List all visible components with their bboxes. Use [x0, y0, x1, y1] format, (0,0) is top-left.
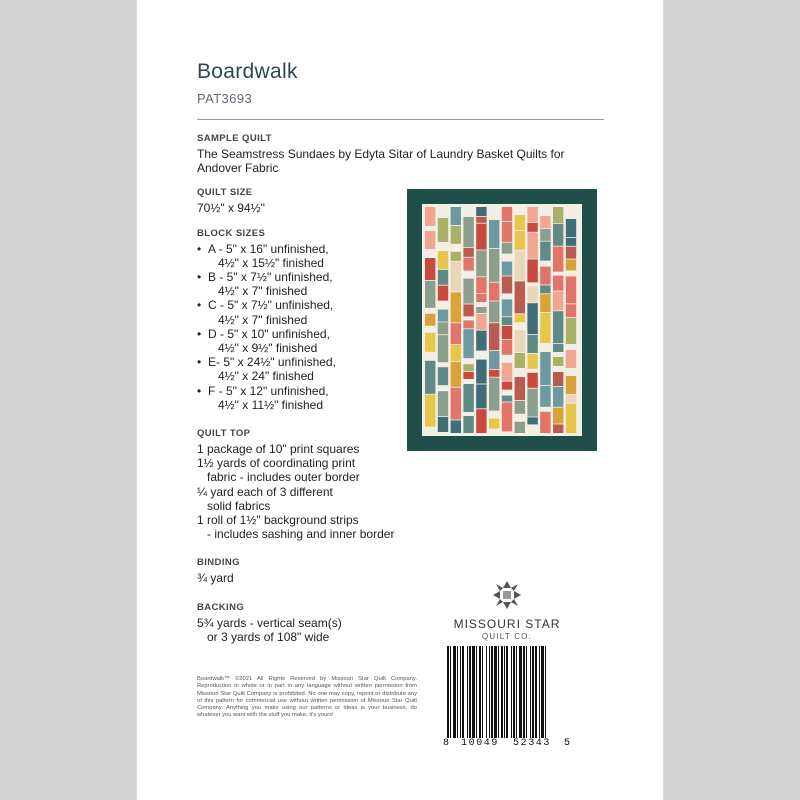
- barcode-bar: [486, 646, 487, 738]
- quilt-strip: [502, 382, 512, 390]
- quilt-strip: [566, 276, 576, 303]
- quilt-strip: [502, 317, 512, 325]
- barcode-bar: [498, 646, 499, 738]
- backing-line: 5¾ yards - vertical seam(s): [197, 615, 342, 630]
- quilt-strip: [463, 304, 473, 316]
- quilt-strip: [451, 323, 461, 344]
- barcode-bar: [541, 646, 544, 738]
- quilt-strip: [553, 357, 563, 366]
- quilt-strip: [502, 243, 512, 254]
- barcode-bar: [532, 646, 534, 738]
- quilt-strip: [502, 262, 512, 276]
- quilt-strip: [463, 329, 473, 358]
- quilt-strip: [540, 412, 550, 433]
- quilt-top-line: 1 roll of 1½" background strips: [197, 513, 359, 528]
- quilt-strip: [463, 364, 473, 371]
- bullet-icon: •: [197, 326, 202, 341]
- barcode-bar: [511, 646, 512, 738]
- bullet-icon: •: [197, 383, 202, 398]
- quilt-strip: [566, 350, 576, 368]
- bullet-icon: •: [197, 270, 202, 285]
- quilt-strip: [425, 258, 435, 280]
- quilt-strip: [438, 322, 448, 334]
- quilt-strip: [463, 258, 473, 271]
- quilt-strip: [566, 259, 576, 270]
- quilt-strip: [438, 391, 448, 416]
- quilt-strip: [553, 344, 563, 352]
- barcode-digit-check: 5: [564, 738, 571, 749]
- quilt-illustration: [407, 189, 597, 451]
- barcode-digits-left: 10049: [461, 738, 500, 749]
- backing-line: or 3 yards of 108" wide: [207, 629, 330, 644]
- quilt-strip: [463, 372, 473, 379]
- block-size-unfinished: C - 5" x 7½" unfinished,: [208, 298, 334, 313]
- quilt-strip: [515, 231, 525, 250]
- quilt-strip: [502, 363, 512, 381]
- barcode-bar: [460, 646, 461, 738]
- quilt-strip: [553, 276, 563, 291]
- quilt-strip: [451, 262, 461, 292]
- quilt-strip: [425, 281, 435, 308]
- quilt-size-label: QUILT SIZE: [197, 187, 253, 199]
- quilt-strip: [553, 247, 563, 272]
- quilt-strip: [527, 259, 537, 282]
- quilt-strip: [540, 216, 550, 228]
- block-size-finished: 4½" x 11½" finished: [218, 397, 324, 412]
- quilt-strip: [425, 333, 435, 352]
- quilt-strip: [553, 424, 563, 433]
- quilt-strip: [527, 335, 537, 353]
- barcode-bar: [489, 646, 490, 738]
- quilt-strip: [463, 248, 473, 257]
- block-size-finished: 4½" x 15½" finished: [218, 255, 324, 270]
- quilt-strip: [540, 229, 550, 241]
- sample-quilt-section: [197, 133, 607, 175]
- quilt-strip: [527, 373, 537, 388]
- quilt-strip: [451, 252, 461, 261]
- quilt-strip: [515, 401, 525, 414]
- quilt-strip: [566, 219, 576, 237]
- pattern-code: PAT3693: [197, 91, 253, 106]
- quilt-strip: [515, 314, 525, 322]
- quilt-strip: [566, 247, 576, 259]
- quilt-strip: [502, 396, 512, 402]
- quilt-strip: [463, 320, 473, 328]
- barcode-bar: [491, 646, 493, 738]
- quilt-strip: [476, 314, 486, 330]
- barcode-bar: [447, 646, 449, 738]
- quilt-strip: [540, 294, 550, 312]
- block-sizes-label: BLOCK SIZES: [197, 227, 266, 239]
- quilt-top-line: - includes sashing and inner border: [207, 527, 395, 542]
- quilt-strip: [527, 417, 537, 424]
- block-size-unfinished: F - 5" x 12" unfinished,: [208, 383, 329, 398]
- quilt-strip: [489, 301, 499, 322]
- quilt-strip: [566, 318, 576, 344]
- quilt-strip: [476, 384, 486, 408]
- quilt-strip: [527, 207, 537, 222]
- quilt-strip: [451, 292, 461, 322]
- quilt-strip: [476, 294, 486, 302]
- barcode-bar: [457, 646, 458, 738]
- quilt-strip: [540, 352, 550, 385]
- quilt-strip: [553, 207, 563, 223]
- quilt-strip: [451, 226, 461, 244]
- quilt-strip: [502, 299, 512, 316]
- quilt-strip: [438, 310, 448, 322]
- barcode-bar: [476, 646, 477, 738]
- barcode-bar: [453, 646, 456, 738]
- quilt-strip: [476, 277, 486, 293]
- block-size-unfinished: E- 5" x 24½" unfinished,: [208, 355, 336, 370]
- barcode-bar: [467, 646, 468, 738]
- quilt-strip: [476, 409, 486, 433]
- quilt-strip: [438, 286, 448, 301]
- backing-label: BACKING: [197, 601, 245, 613]
- quilt-strip: [438, 218, 448, 242]
- block-size-finished: 4½" x 24" finished: [218, 369, 314, 384]
- quilt-top-line: 1½ yards of coordinating print: [197, 456, 356, 471]
- quilt-top-line: solid fabrics: [207, 498, 271, 513]
- barcode-bar: [450, 646, 451, 738]
- barcode-bar: [469, 646, 471, 738]
- brand-name: MISSOURI STAR: [453, 617, 561, 631]
- quilt-strip: [489, 283, 499, 301]
- block-size-finished: 4½" x 7" finished: [218, 312, 308, 327]
- quilt-strip: [451, 207, 461, 225]
- quilt-strip: [566, 238, 576, 246]
- quilt-strip: [502, 402, 512, 431]
- quilt-strip: [438, 251, 448, 269]
- quilt-size-value: 70½" x 94½": [197, 201, 265, 216]
- barcode-digits: [443, 738, 571, 752]
- quilt-strip: [527, 233, 537, 259]
- quilt-strip: [476, 250, 486, 276]
- barcode-bar: [479, 646, 481, 738]
- quilt-strip: [540, 386, 550, 407]
- quilt-strip: [527, 303, 537, 334]
- quilt-strip: [489, 220, 499, 248]
- block-size-unfinished: B - 5" x 7½" unfinished,: [208, 270, 333, 285]
- quilt-strip: [438, 270, 448, 285]
- barcode-bar: [516, 646, 517, 738]
- quilt-strip: [451, 345, 461, 361]
- quilt-top-line: ¼ yard each of 3 different: [197, 484, 333, 499]
- quilt-strip: [566, 376, 576, 394]
- quilt-strip: [489, 419, 499, 429]
- pattern-back-page: [137, 0, 663, 800]
- star-logo-icon: [492, 580, 522, 610]
- quilt-strip: [553, 408, 563, 424]
- quilt-strip: [527, 389, 537, 417]
- quilt-strip: [515, 215, 525, 230]
- quilt-strip: [566, 395, 576, 403]
- quilt-strip: [553, 372, 563, 386]
- barcode: [443, 646, 571, 752]
- quilt-strip: [451, 388, 461, 420]
- quilt-strip: [553, 291, 563, 310]
- barcode-bar: [506, 646, 508, 738]
- quilt-strip: [451, 420, 461, 433]
- barcode-bar: [462, 646, 464, 738]
- quilt-strip: [527, 286, 537, 302]
- quilt-strip: [476, 331, 486, 351]
- quilt-strip: [515, 281, 525, 313]
- barcode-bar: [530, 646, 531, 738]
- barcode-bar: [472, 646, 475, 738]
- quilt-top-label: QUILT TOP: [197, 428, 251, 440]
- pattern-title: Boardwalk: [197, 60, 298, 83]
- barcode-bar: [535, 646, 537, 738]
- barcode-digit-lead: 8: [443, 738, 450, 749]
- bullet-icon: •: [197, 298, 202, 313]
- quilt-strip: [515, 353, 525, 368]
- quilt-top-line: fabric - includes outer border: [207, 470, 360, 485]
- quilt-strip: [553, 224, 563, 246]
- sample-quilt-text: The Seamstress Sundaes by Edyta Sitar of Laundry Basket Quilts for Andover Fabric: [197, 147, 565, 176]
- quilt-strip: [566, 404, 576, 433]
- barcode-bars: [443, 646, 571, 738]
- divider: [197, 119, 604, 120]
- brand-subtitle: QUILT CO.: [481, 632, 533, 641]
- quilt-strip: [489, 378, 499, 411]
- quilt-strip: [425, 395, 435, 427]
- quilt-strip: [438, 417, 448, 432]
- block-size-finished: 4½" x 7" finished: [218, 284, 308, 299]
- quilt-strip: [566, 304, 576, 317]
- quilt-strip: [489, 323, 499, 350]
- quilt-strip: [527, 223, 537, 232]
- quilt-strip: [540, 267, 550, 285]
- binding-label: BINDING: [197, 557, 240, 569]
- quilt-strip: [476, 360, 486, 384]
- quilt-strip: [502, 326, 512, 339]
- quilt-strip: [553, 387, 563, 407]
- bullet-icon: •: [197, 241, 202, 256]
- sample-quilt-label: SAMPLE QUILT: [197, 133, 272, 144]
- quilt-strip: [463, 279, 473, 304]
- quilt-top-line: 1 package of 10" print squares: [197, 442, 360, 457]
- barcode-bar: [539, 646, 540, 738]
- quilt-strip: [515, 422, 525, 433]
- bullet-icon: •: [197, 355, 202, 370]
- quilt-strip: [476, 217, 486, 223]
- quilt-strip: [527, 354, 537, 369]
- quilt-strip: [489, 370, 499, 377]
- quilt-strip: [476, 307, 486, 313]
- barcode-bar: [526, 646, 527, 738]
- quilt-strip: [515, 330, 525, 352]
- barcode-bar: [545, 646, 546, 738]
- quilt-strip: [438, 335, 448, 362]
- quilt-strip: [489, 351, 499, 369]
- quilt-strip: [451, 362, 461, 387]
- barcode-bar: [494, 646, 497, 738]
- quilt-strip: [476, 207, 486, 216]
- quilt-strip: [463, 384, 473, 412]
- quilt-strip: [502, 222, 512, 242]
- quilt-strip: [476, 224, 486, 250]
- quilt-strip: [425, 361, 435, 394]
- quilt-strip: [463, 416, 473, 433]
- block-size-unfinished: A - 5" x 16" unfinished,: [208, 241, 329, 256]
- quilt-strip: [425, 314, 435, 326]
- binding-value: ¾ yard: [197, 571, 234, 586]
- quilt-strip: [540, 242, 550, 261]
- quilt-strip: [502, 207, 512, 221]
- quilt-strip: [553, 311, 563, 343]
- block-size-finished: 4½" x 9½" finished: [218, 341, 318, 356]
- barcode-bar: [513, 646, 515, 738]
- quilt-strip: [502, 276, 512, 293]
- brand-logo: [437, 580, 577, 641]
- quilt-strip: [540, 285, 550, 293]
- barcode-bar: [501, 646, 503, 738]
- block-size-unfinished: D - 5" x 10" unfinished,: [208, 326, 330, 341]
- quilt-strip: [489, 249, 499, 282]
- barcode-bar: [504, 646, 505, 738]
- barcode-bar: [523, 646, 525, 738]
- copyright-notice: Boardwalk™ ©2021 All Rights Reserved by Missouri Star Quilt Company. Reproduction in whole or in part in any language without written permission from Missouri Star Quilt Company is prohibited. No one may copy, reprint or distribute any of this pattern for commercial use without written permission of Missouri Star Quilt Company. Anything you make using our patterns or ideas is your business, do whatever you want with the stuff you make, it's yours!: [197, 676, 417, 719]
- quilt-strip: [540, 313, 550, 343]
- quilt-strip: [515, 251, 525, 281]
- quilt-strip: [463, 217, 473, 247]
- barcode-bar: [519, 646, 522, 738]
- quilt-strip: [438, 367, 448, 385]
- quilt-strip: [425, 207, 435, 226]
- barcode-digits-right: 52343: [513, 738, 552, 749]
- quilt-strip: [515, 377, 525, 400]
- quilt-strip: [502, 340, 512, 355]
- quilt-strip: [425, 231, 435, 249]
- barcode-bar: [482, 646, 483, 738]
